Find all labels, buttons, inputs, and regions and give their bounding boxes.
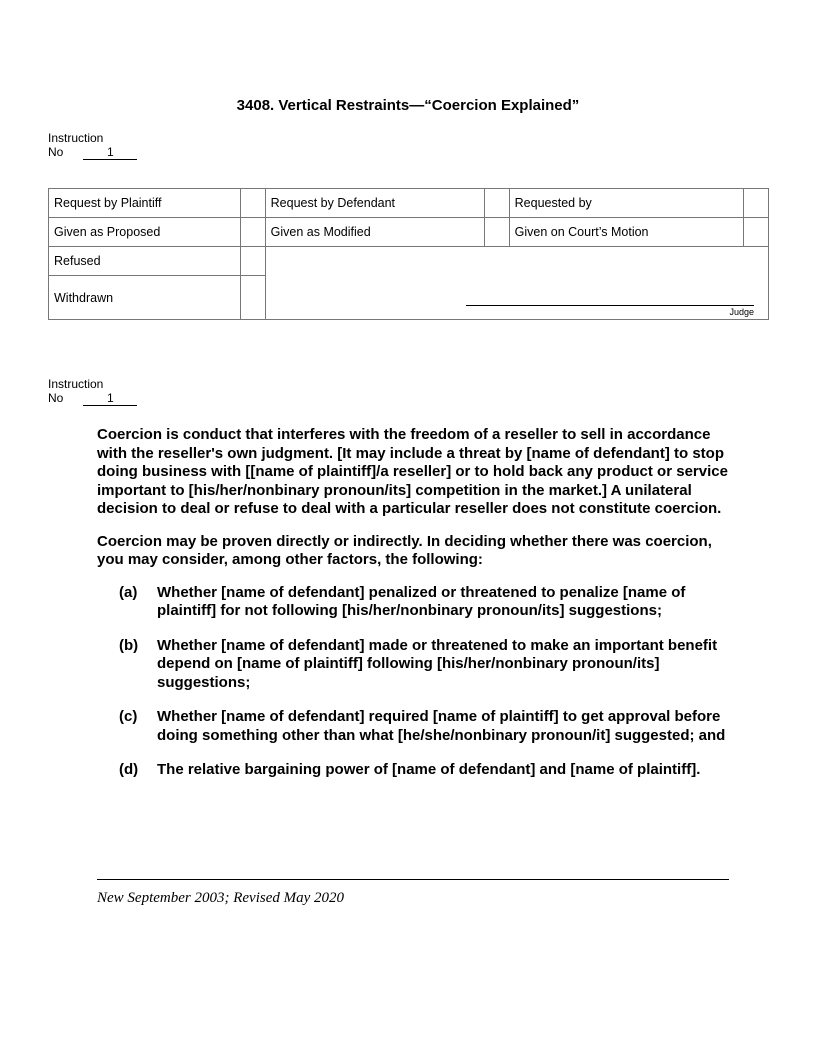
instruction-number-block <box>48 131 137 160</box>
disposition-form <box>48 188 769 320</box>
list-item-text: Whether [name of defendant] penalized or threatened to penalize [name of plaintiff] for not following [his/her/nonbinary pronoun/its] suggestions; <box>157 583 686 619</box>
request-by-plaintiff-label: Request by Plaintiff <box>49 189 241 218</box>
list-item <box>97 584 737 621</box>
list-item-label: (b) <box>119 636 139 654</box>
instruction-body <box>97 426 737 796</box>
list-item-text: Whether [name of defendant] made or threatened to make an important benefit depend on [name of plaintiff] following [his/her/nonbinary pronoun/its] suggestions; <box>157 636 718 691</box>
footer-divider <box>97 879 729 880</box>
revision-note: New September 2003; Revised May 2020 <box>97 890 345 906</box>
given-on-courts-motion-label: Given on Court’s Motion <box>509 218 743 247</box>
refused-label: Refused <box>49 247 241 276</box>
withdrawn-checkbox[interactable] <box>240 276 265 320</box>
refused-checkbox[interactable] <box>240 247 265 276</box>
request-by-defendant-label: Request by Defendant <box>265 189 484 218</box>
given-as-modified-label: Given as Modified <box>265 218 484 247</box>
paragraph-definition: Coercion is conduct that interferes with the freedom of a reseller to sell in accordance with the reseller's own judgment. [It may include a threat by [name of defendant] to stop doing business with [[name of plaintiff]/a reseller] or to hold back any product or service important to [his/her/nonbinary pronoun/its] competition in the market.] A unilateral decision to deal or refuse to deal with a particular reseller does not constitute coercion. <box>97 426 728 517</box>
list-item-label: (a) <box>119 583 138 601</box>
no-label: No <box>48 391 64 405</box>
withdrawn-label: Withdrawn <box>49 276 241 320</box>
instruction-number: 1 <box>83 146 137 160</box>
instruction-label: Instruction <box>48 377 104 391</box>
request-by-defendant-checkbox[interactable] <box>484 189 509 218</box>
request-by-plaintiff-checkbox[interactable] <box>240 189 265 218</box>
list-item-label: (d) <box>119 761 139 778</box>
judge-signature-area <box>265 247 768 320</box>
given-as-proposed-checkbox[interactable] <box>240 218 265 247</box>
list-item-text: Whether [name of defendant] required [name of plaintiff] to get approval before doing something other than what [he/she/nonbinary pronoun/it] suggested; and <box>157 708 726 744</box>
instruction-label: Instruction <box>48 131 104 145</box>
requested-by-checkbox[interactable] <box>744 189 769 218</box>
paragraph-factors-intro: Coercion may be proven directly or indirectly. In deciding whether there was coercion, you may consider, among other factors, the following: <box>97 532 712 568</box>
given-on-courts-motion-checkbox[interactable] <box>744 218 769 247</box>
given-as-proposed-label: Given as Proposed <box>49 218 241 247</box>
no-label: No <box>48 145 64 159</box>
list-item <box>97 761 737 780</box>
list-item <box>97 637 737 693</box>
instruction-number: 1 <box>83 392 137 406</box>
page-title: 3408. Vertical Restraints—“Coercion Explained” <box>236 97 580 114</box>
list-item <box>97 708 737 745</box>
given-as-modified-checkbox[interactable] <box>484 218 509 247</box>
list-item-label: (c) <box>119 708 138 725</box>
instruction-number-block-2 <box>48 377 137 406</box>
list-item-text: The relative bargaining power of [name of defendant] and [name of plaintiff]. <box>157 761 701 778</box>
requested-by-label: Requested by <box>509 189 743 218</box>
judge-signature-line[interactable]: Judge <box>466 305 754 317</box>
